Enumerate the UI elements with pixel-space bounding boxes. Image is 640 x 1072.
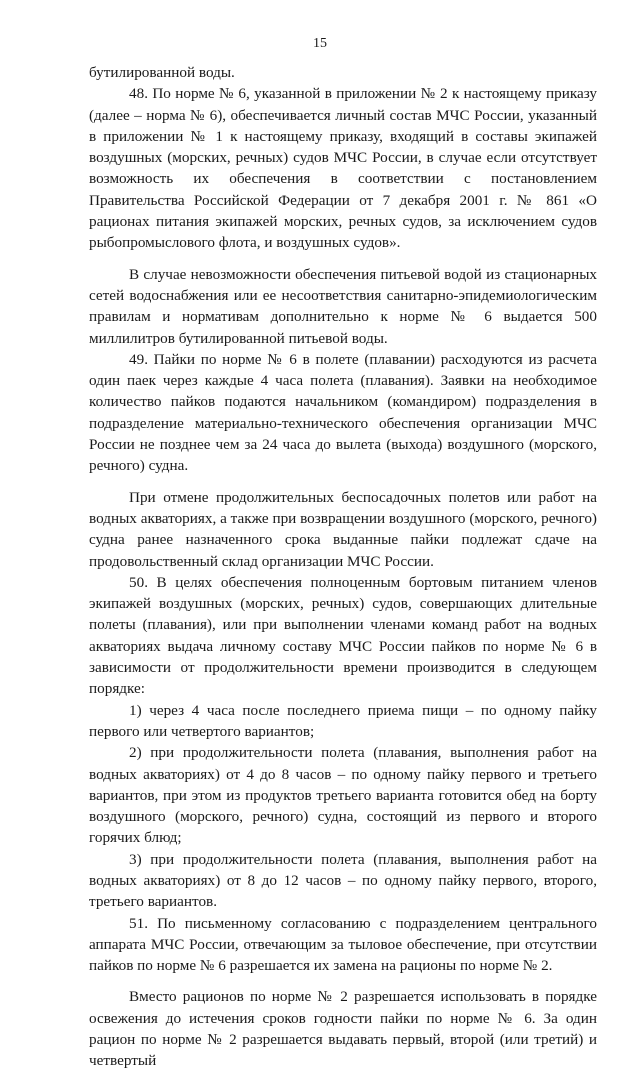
paragraph-51: 51. По письменному согласованию с подразделением центрального аппарата МЧС России, отвечающим за тыловое обеспечение, при отсутствии пайков по норме № 6 разрешается их замена на рационы по норме № 2. xyxy=(89,914,597,975)
page-number: 15 xyxy=(313,36,327,51)
paragraph-49: 49. Пайки по норме № 6 в полете (плавании) расходуются из расчета один паек через каждые 4 часа полета (плавания). Заявки на необходимое количество пайков подаются начальником (командиром) подразделения в подразделение материально-технического обеспечения организации МЧС России не позднее чем за 24 часа до вылета (выхода) воздушного (морского, речного) судна. xyxy=(89,350,597,475)
document-body xyxy=(89,62,597,1072)
paragraph-48: 48. По норме № 6, указанной в приложении № 2 к настоящему приказу (далее – норма № 6), обеспечивается личный состав МЧС России, указанный в приложении № 1 к настоящему приказу, входящий в составы экипажей воздушных (морских, речных) судов МЧС России, в случае если отсутствует возможность их обеспечения в соответствии с постановлением Правительства Российской Федерации от 7 декабря 2001 г. № 861 «О рационах питания экипажей морских, речных судов, за исключением судов рыбопромыслового флота, и воздушных судов». xyxy=(89,85,597,252)
list-item-1: 1) через 4 часа после последнего приема пищи – по одному пайку первого или четвертого вариантов; xyxy=(89,701,597,740)
paragraph-50: 50. В целях обеспечения полноценным бортовым питанием членов экипажей воздушных (морских, речных) судов, совершающих длительные полеты (плавания), или при выполнении членами команд работ на водных акваториях выдача личному составу МЧС России пайков по норме № 6 в зависимости от продолжительности времени производится в следующем порядке: xyxy=(89,573,597,698)
paragraph-49-cancel: При отмене продолжительных беспосадочных полетов или работ на водных акваториях, а также при возвращении воздушного (морского, речного) судна ранее назначенного срока выданные пайки подлежат сдаче на продовольственный склад организации МЧС России. xyxy=(89,488,597,570)
list-item-3: 3) при продолжительности полета (плавания, выполнения работ на водных акваториях) от 8 до 12 часов – по одному пайку первого, второго, третьего вариантов. xyxy=(89,850,597,911)
list-item-2: 2) при продолжительности полета (плавания, выполнения работ на водных акваториях) от 4 до 8 часов – по одному пайку первого и третьего вариантов, при этом из продуктов третьего варианта готовится обед на борту воздушного (морского, речного) судна, состоящий из первого и второго горячих блюд; xyxy=(89,744,597,847)
paragraph-51-replacement: Вместо рационов по норме № 2 разрешается использовать в порядке освежения до истечения сроков годности пайки по норме № 6. За один рацион по норме № 2 разрешается выдавать первый, второй (или третий) и четвертый xyxy=(89,988,597,1070)
paragraph-continuation: бутилированной воды. xyxy=(89,64,235,81)
paragraph-48-water: В случае невозможности обеспечения питьевой водой из стационарных сетей водоснабжения или ее несоответствия санитарно-эпидемиологическим правилам и нормативам дополнительно к норме № 6 выдается 500 миллилитров бутилированной питьевой воды. xyxy=(89,265,597,347)
